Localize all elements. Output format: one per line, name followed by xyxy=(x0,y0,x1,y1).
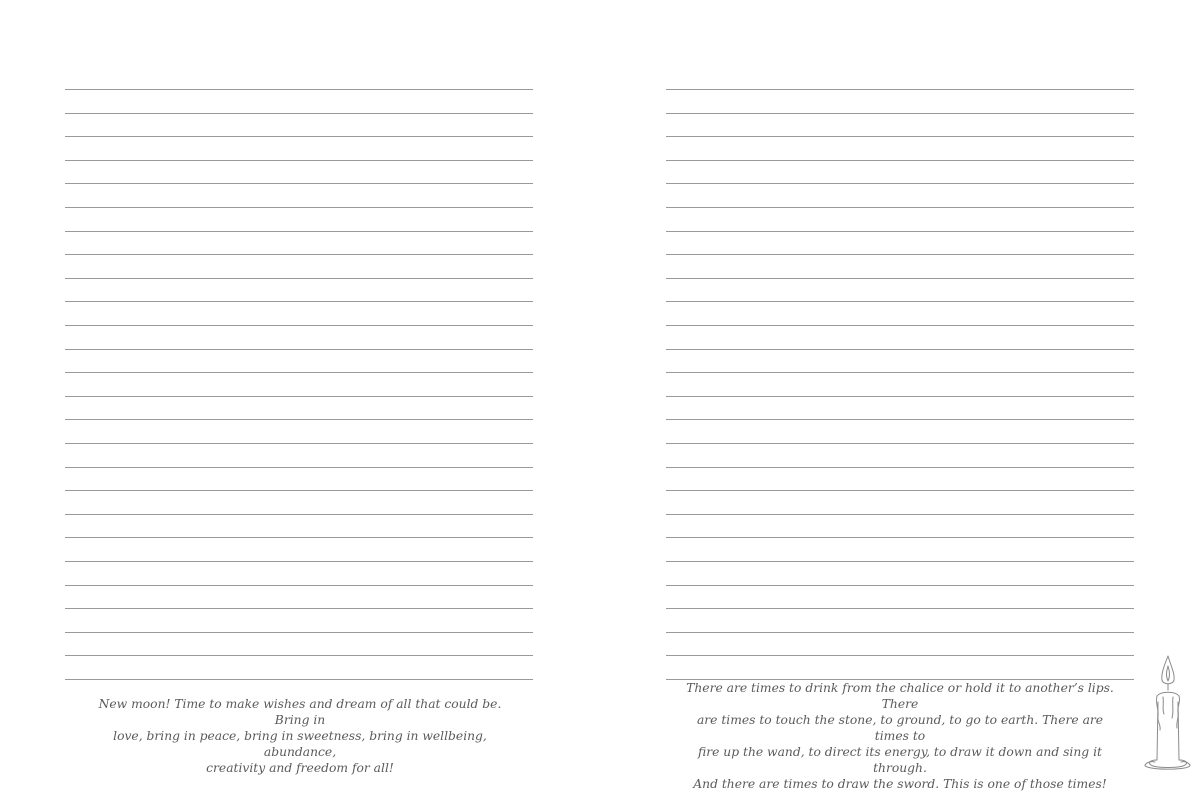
quote-line: love, bring in peace, bring in sweetness, bring in wellbeing, abundance, xyxy=(113,729,487,759)
writing-line xyxy=(666,490,1134,491)
quote-line: creativity and freedom for all! xyxy=(206,761,394,775)
writing-line xyxy=(666,443,1134,444)
writing-line xyxy=(65,443,533,444)
writing-line xyxy=(666,183,1134,184)
writing-line xyxy=(65,561,533,562)
writing-line xyxy=(666,278,1134,279)
writing-line xyxy=(65,396,533,397)
writing-line xyxy=(666,372,1134,373)
writing-line xyxy=(65,372,533,373)
writing-line xyxy=(666,136,1134,137)
writing-line xyxy=(65,585,533,586)
writing-line xyxy=(65,537,533,538)
writing-line xyxy=(666,349,1134,350)
writing-line xyxy=(666,89,1134,90)
quote-line: are times to touch the stone, to ground, to go to earth. There are times to xyxy=(696,713,1104,743)
writing-line xyxy=(666,608,1134,609)
writing-line xyxy=(666,254,1134,255)
writing-line xyxy=(666,207,1134,208)
writing-line xyxy=(666,301,1134,302)
writing-line xyxy=(666,514,1134,515)
quote-line: And there are times to draw the sword. This is one of those times! xyxy=(693,777,1107,791)
writing-line xyxy=(65,278,533,279)
ruled-lines-left xyxy=(0,0,600,700)
right-page-quote xyxy=(680,680,1120,792)
left-journal-page xyxy=(0,0,600,781)
writing-line xyxy=(65,136,533,137)
writing-line xyxy=(65,113,533,114)
writing-line xyxy=(65,349,533,350)
writing-line xyxy=(65,490,533,491)
candle-icon xyxy=(1139,652,1195,774)
writing-line xyxy=(65,514,533,515)
writing-line xyxy=(666,561,1134,562)
writing-line xyxy=(65,467,533,468)
writing-line xyxy=(666,419,1134,420)
writing-line xyxy=(666,160,1134,161)
writing-line xyxy=(666,396,1134,397)
writing-line xyxy=(65,655,533,656)
writing-line xyxy=(65,419,533,420)
writing-line xyxy=(65,301,533,302)
writing-line xyxy=(65,183,533,184)
writing-line xyxy=(65,679,533,680)
writing-line xyxy=(666,655,1134,656)
writing-line xyxy=(65,207,533,208)
right-journal-page xyxy=(600,0,1200,791)
writing-line xyxy=(666,231,1134,232)
writing-line xyxy=(666,585,1134,586)
quote-line: New moon! Time to make wishes and dream of all that could be. Bring in xyxy=(98,697,502,727)
writing-line xyxy=(666,632,1134,633)
writing-line xyxy=(65,254,533,255)
writing-line xyxy=(666,325,1134,326)
writing-line xyxy=(65,160,533,161)
writing-line xyxy=(65,231,533,232)
writing-line xyxy=(65,89,533,90)
ruled-lines-right xyxy=(600,0,1200,700)
left-page-quote xyxy=(80,696,520,776)
writing-line xyxy=(65,608,533,609)
writing-line xyxy=(65,325,533,326)
writing-line xyxy=(666,113,1134,114)
writing-line xyxy=(666,467,1134,468)
writing-line xyxy=(666,537,1134,538)
quote-line: fire up the wand, to direct its energy, to draw it down and sing it through. xyxy=(698,745,1102,775)
writing-line xyxy=(65,632,533,633)
quote-line: There are times to drink from the chalice or hold it to another’s lips. There xyxy=(686,681,1114,711)
